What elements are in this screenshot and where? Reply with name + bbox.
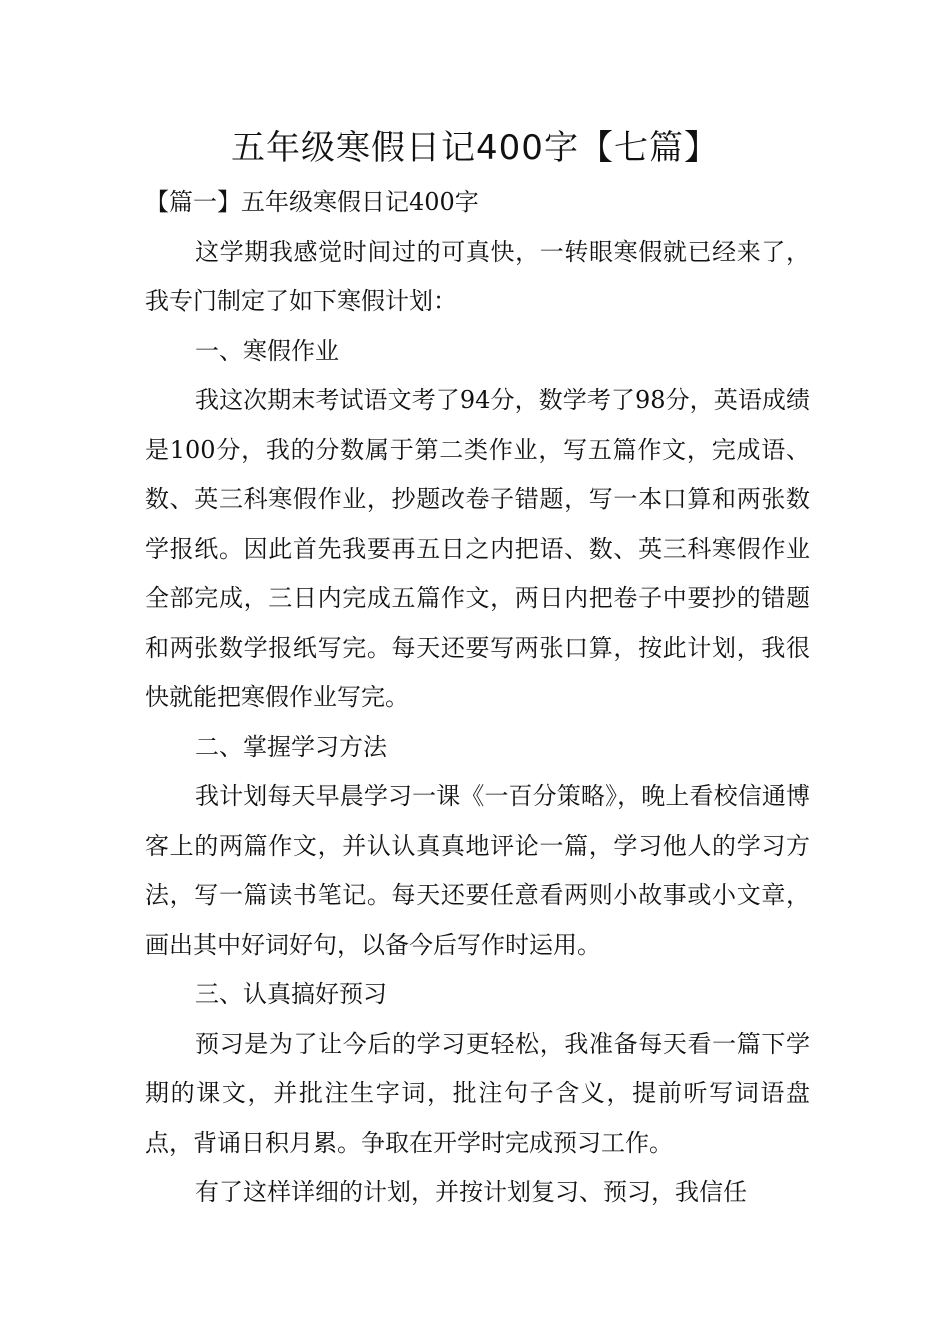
section-heading: 【篇一】五年级寒假日记400字 [145, 188, 479, 216]
paragraph-homework: 我这次期末考试语文考了94分，数学考了98分，英语成绩是100分，我的分数属于第二类作业，写五篇作文，完成语、数、英三科寒假作业，抄题改卷子错题，写一本口算和两张数学报纸。因此首先我要再五日之内把语、数、英三科寒假作业全部完成，三日内完成五篇作文，两日内把卷子中要抄的错题和两张数学报纸写完。每天还要写两张口算，按此计划，我很快就能把寒假作业写完。 [145, 386, 810, 711]
subheading-preview: 三、认真搞好预习 [195, 980, 387, 1008]
subheading-study-methods: 二、掌握学习方法 [195, 732, 387, 761]
document-title: 五年级寒假日记400字【七篇】 [231, 128, 719, 168]
paragraph-intro: 这学期我感觉时间过的可真快，一转眼寒假就已经来了，我专门制定了如下寒假计划： [145, 237, 810, 315]
paragraph-study-methods: 我计划每天早晨学习一课《一百分策略》，晚上看校信通博客上的两篇作文，并认认真真地评论一篇，学习他人的学习方法，写一篇读书笔记。每天还要任意看两则小故事或小文章，画出其中好词好句，以备今后写作时运用。 [145, 782, 810, 959]
document-body [145, 178, 810, 1218]
paragraph-preview: 预习是为了让今后的学习更轻松，我准备每天看一篇下学期的课文，并批注生字词，批注句子含义，提前听写词语盘点，背诵日积月累。争取在开学时完成预习工作。 [145, 1029, 810, 1157]
paragraph-conclusion: 有了这样详细的计划，并按计划复习、预习，我信任 [195, 1178, 747, 1206]
subheading-winter-homework: 一、寒假作业 [195, 336, 339, 365]
